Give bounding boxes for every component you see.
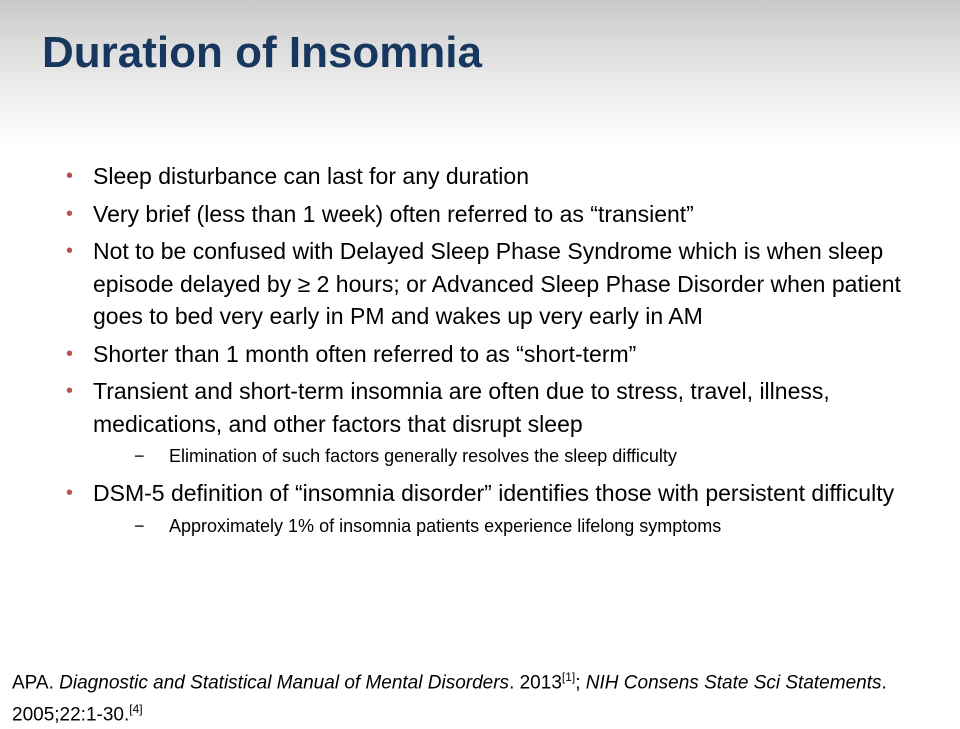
bullet-dot-icon: • [66,482,74,504]
dash-icon: − [134,515,145,536]
bullet-text: DSM-5 definition of “insomnia disorder” identifies those with persistent difficulty [93,480,895,506]
citation-footer [12,664,932,729]
citation-year-dsm: . 2013 [509,672,562,694]
bullet-dot-icon: • [66,342,74,365]
citation-ref-4: [4] [129,702,143,717]
sub-bullet-text: Elimination of such factors generally resolves the sleep difficulty [169,446,677,466]
bullet-item [66,235,926,333]
bullet-text: Not to be confused with Delayed Sleep Phase Syndrome which is when sleep episode delayed by ≥ 2 hours; or Advanced Sleep Phase Disorder when patient goes to bed very early in PM and wakes up very early in AM [93,238,901,329]
citation-year-nih: . 2005;22:1-30. [12,672,887,726]
dash-icon: − [134,446,145,466]
bullet-dot-icon: • [66,165,74,187]
sub-bullet-item [93,440,926,472]
bullet-item [66,198,926,231]
bullet-item [66,477,926,542]
bullet-text: Very brief (less than 1 week) often referred to as “transient” [93,200,694,227]
bullet-text: Sleep disturbance can last for any duration [93,163,529,189]
bullet-text: Transient and short-term insomnia are often due to stress, travel, illness, medications, and other factors that disrupt sleep [93,378,830,437]
bullet-item [66,338,926,371]
slide-title: Duration of Insomnia [42,28,482,77]
bullet-dot-icon: • [66,240,74,262]
citation-ref-1: [1] [561,670,576,684]
bullet-text: Shorter than 1 month often referred to as “short-term” [93,340,637,367]
citation-title-dsm: Diagnostic and Statistical Manual of Mental Disorders [59,672,510,694]
citation-separator: ; [575,672,586,694]
bullet-dot-icon: • [66,202,74,225]
citation-prefix: APA. [12,672,60,694]
sub-bullet-text: Approximately 1% of insomnia patients experience lifelong symptoms [169,515,722,536]
bullet-list [66,160,926,542]
bullet-item [66,375,926,472]
bullet-item [66,160,926,193]
sub-bullet-list [93,510,926,542]
slide-content [66,160,926,547]
sub-bullet-list [93,440,926,472]
bullet-dot-icon: • [66,380,74,402]
citation-title-nih: NIH Consens State Sci Statements [585,672,882,694]
sub-bullet-item [93,510,926,542]
